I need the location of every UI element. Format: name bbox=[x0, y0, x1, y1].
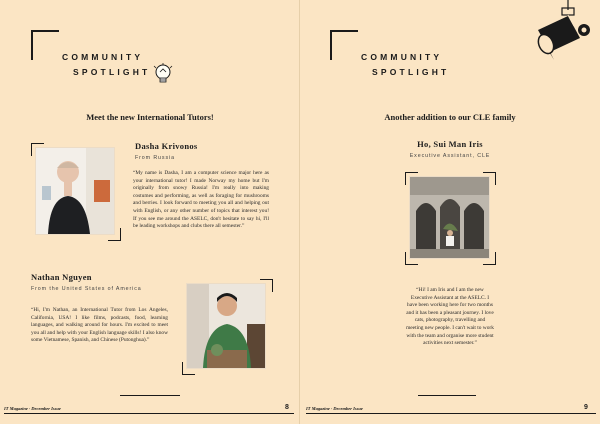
staff-name: Ho, Sui Man Iris bbox=[417, 139, 483, 149]
spotlight-heading: COMMUNITY SPOTLIGHT bbox=[361, 52, 450, 77]
page-headline: Another addition to our CLE family bbox=[384, 112, 516, 122]
tutor-photo-dasha bbox=[36, 148, 114, 234]
spotlight-lamp-icon bbox=[532, 0, 594, 62]
staff-photo-iris bbox=[410, 177, 489, 258]
tutor-quote: “Hi, I'm Nathan, an International Tutor from Los Angeles, California, USA! I like films, podcasts, food, learning languages, and walking around for hours. I'm excited to meet you all and help with your English language skills! I also know some Vietnamese, Spanish, and Chinese (Putonghua).” bbox=[31, 307, 168, 344]
right-page bbox=[300, 0, 600, 424]
footer-issue: IT Magazine · December Issue bbox=[4, 406, 61, 411]
tutor-name: Nathan Nguyen bbox=[31, 272, 92, 282]
spotlight-heading: COMMUNITY SPOTLIGHT bbox=[62, 52, 151, 77]
tutor-quote: “My name is Dasha, I am a computer science major here as your international tutor! I made Norway my home but I'm originally from snowy Russia! I'm really into making costumes and performing, as well as foraging for mushrooms and berries. I look forward to meeting you all and helping out with English, or any other number of topics that interest you! If you see me around the ASELC, don't hesitate to say hi, I'll be leading workshops and clubs there all semester.” bbox=[133, 170, 269, 230]
heading-bracket bbox=[330, 30, 358, 60]
heading-bracket bbox=[31, 30, 59, 60]
lightbulb-icon bbox=[152, 63, 174, 87]
divider bbox=[418, 395, 476, 396]
page-number: 8 bbox=[285, 404, 289, 411]
tutor-name: Dasha Krivonos bbox=[135, 141, 198, 151]
footer-rule bbox=[4, 413, 294, 414]
footer-rule bbox=[306, 413, 596, 414]
tutor-photo-nathan bbox=[187, 284, 265, 368]
divider bbox=[120, 395, 180, 396]
page-number: 9 bbox=[584, 404, 588, 411]
tutor-origin: From the United States of America bbox=[31, 286, 142, 292]
staff-quote: “Hi! I am Iris and I am the new Executive Assistant at the ASELC. I have been working here for two months and it has been a pleasant journey. I love cats, photography, travelling and meeting new people. I can't wait to work with the team and organise more student activities next semester.” bbox=[406, 287, 494, 347]
page-headline: Meet the new International Tutors! bbox=[86, 112, 214, 122]
staff-role: Executive Assistant, CLE bbox=[409, 153, 491, 159]
tutor-origin: From Russia bbox=[135, 155, 175, 161]
footer-issue: IT Magazine · December Issue bbox=[306, 406, 363, 411]
